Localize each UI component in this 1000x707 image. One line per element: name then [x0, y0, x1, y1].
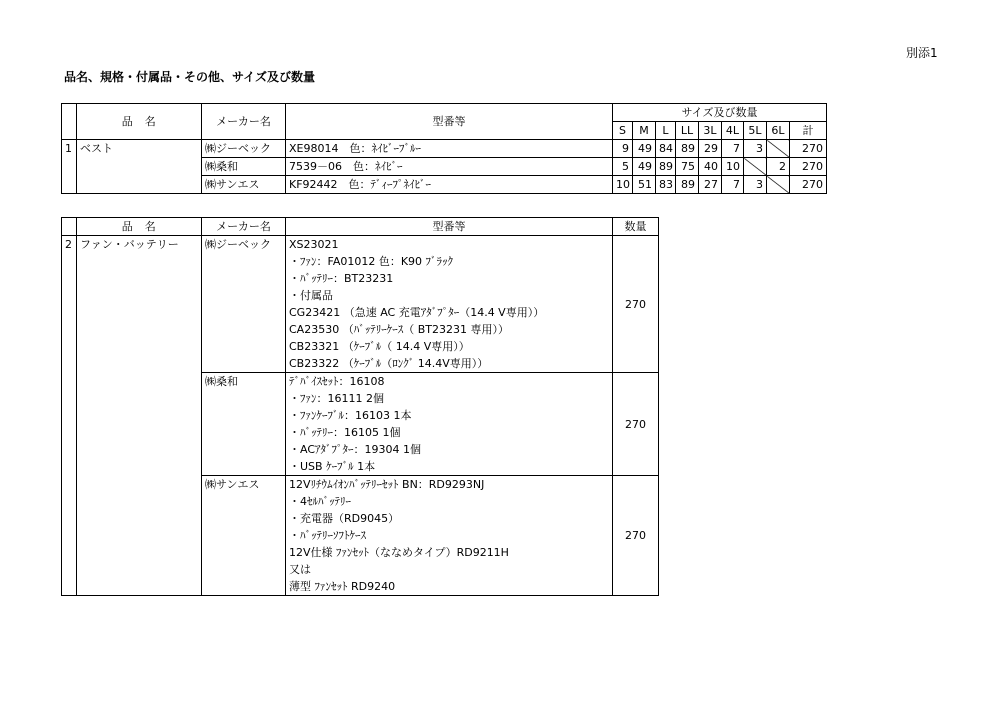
spec-line: ・付属品	[286, 287, 613, 304]
size-count: 83	[656, 176, 676, 194]
size-header: 4L	[722, 122, 744, 140]
spec-line: ・ﾊﾞｯﾃﾘｰ：BT23231	[286, 270, 613, 287]
spec-line: ・ACｱﾀﾞﾌﾟﾀｰ：19304 1個	[286, 441, 613, 458]
spec-line: ・4ｾﾙﾊﾞｯﾃﾘｰ	[286, 493, 613, 510]
item-number: 2	[62, 236, 77, 596]
maker-name: ㈱桑和	[202, 373, 286, 476]
quantity-header: 数量	[613, 218, 659, 236]
size-count: 5	[613, 158, 633, 176]
total-count: 270	[790, 140, 827, 158]
maker-name: ㈱サンエス	[202, 476, 286, 596]
size-count: 49	[633, 140, 656, 158]
size-header: L	[656, 122, 676, 140]
spec-line: ・USB ｹｰﾌﾞﾙ 1本	[286, 458, 613, 476]
size-count: 89	[676, 176, 699, 194]
total-count: 270	[790, 158, 827, 176]
size-header: LL	[676, 122, 699, 140]
size-count: 29	[699, 140, 722, 158]
model-number: XE98014 色：ﾈｲﾋﾞｰﾌﾞﾙｰ	[286, 140, 613, 158]
total-count: 270	[790, 176, 827, 194]
model-number: 7539－06 色：ﾈｲﾋﾞｰ	[286, 158, 613, 176]
spec-line: 12Vﾘﾁｳﾑｲｵﾝﾊﾞｯﾃﾘｰｾｯﾄ BN：RD9293NJ	[286, 476, 613, 494]
maker-header: メーカー名	[202, 218, 286, 236]
empty-slash-cell	[744, 158, 767, 176]
item-name: ベスト	[77, 140, 202, 194]
maker-name: ㈱桑和	[202, 158, 286, 176]
item-name-header: 品 名	[77, 104, 202, 140]
model-header: 型番等	[286, 218, 613, 236]
model-header: 型番等	[286, 104, 613, 140]
size-count: 84	[656, 140, 676, 158]
spec-line: 又は	[286, 561, 613, 578]
size-count: 89	[676, 140, 699, 158]
size-count: 27	[699, 176, 722, 194]
spec-line: ・充電器（RD9045）	[286, 510, 613, 527]
fan-battery-table	[61, 217, 659, 596]
model-number: KF92442 色：ﾃﾞｨｰﾌﾟﾈｲﾋﾞｰ	[286, 176, 613, 194]
spec-line: 12V仕様 ﾌｧﾝｾｯﾄ（ななめタイプ）RD9211H	[286, 544, 613, 561]
empty-slash-cell	[767, 176, 790, 194]
document-title: 品名、規格・付属品・その他、サイズ及び数量	[64, 70, 316, 84]
size-header: M	[633, 122, 656, 140]
quantity-value: 270	[613, 373, 659, 476]
size-header: 5L	[744, 122, 767, 140]
table1-header-row	[62, 104, 827, 122]
spec-line: ﾃﾞﾊﾞｲｽｾｯﾄ：16108	[286, 373, 613, 391]
no-header	[62, 104, 77, 140]
size-count: 9	[613, 140, 633, 158]
empty-slash-cell	[767, 140, 790, 158]
annex-label: 別添1	[906, 46, 938, 60]
size-count: 51	[633, 176, 656, 194]
table-row	[62, 236, 659, 254]
spec-line: ・ﾌｧﾝ：16111 2個	[286, 390, 613, 407]
item-number: 1	[62, 140, 77, 194]
item-name-header: 品 名	[77, 218, 202, 236]
table-row	[62, 140, 827, 158]
spec-line: CB23321 （ｹｰﾌﾞﾙ（ 14.4 V専用））	[286, 338, 613, 355]
size-count: 7	[722, 140, 744, 158]
spec-line: CG23421 （急速 AC 充電ｱﾀﾞﾌﾟﾀｰ（14.4 V専用））	[286, 304, 613, 321]
spec-line: CB23322 （ｹｰﾌﾞﾙ（ﾛﾝｸﾞ 14.4V専用））	[286, 355, 613, 373]
size-header: 6L	[767, 122, 790, 140]
size-count: 10	[722, 158, 744, 176]
size-count: 49	[633, 158, 656, 176]
maker-header: メーカー名	[202, 104, 286, 140]
maker-name: ㈱ジーベック	[202, 236, 286, 373]
spec-line: ・ﾊﾞｯﾃﾘｰ：16105 1個	[286, 424, 613, 441]
spec-line: CA23530 （ﾊﾞｯﾃﾘｰｹｰｽ（ BT23231 専用））	[286, 321, 613, 338]
item-name: ファン・バッテリー	[77, 236, 202, 596]
size-count: 3	[744, 176, 767, 194]
maker-name: ㈱サンエス	[202, 176, 286, 194]
spec-line: ・ﾊﾞｯﾃﾘｰｿﾌﾄｹｰｽ	[286, 527, 613, 544]
table2-header-row	[62, 218, 659, 236]
size-count: 75	[676, 158, 699, 176]
total-header: 計	[790, 122, 827, 140]
size-count: 40	[699, 158, 722, 176]
spec-line: XS23021	[286, 236, 613, 254]
size-count: 2	[767, 158, 790, 176]
spec-line: ・ﾌｧﾝ：FA01012 色：K90 ﾌﾞﾗｯｸ	[286, 253, 613, 270]
quantity-value: 270	[613, 476, 659, 596]
spec-line: ・ﾌｧﾝｹｰﾌﾞﾙ：16103 1本	[286, 407, 613, 424]
size-count: 10	[613, 176, 633, 194]
no-header	[62, 218, 77, 236]
vest-size-table	[61, 103, 827, 194]
quantity-value: 270	[613, 236, 659, 373]
spec-line: 薄型 ﾌｧﾝｾｯﾄ RD9240	[286, 578, 613, 596]
maker-name: ㈱ジーベック	[202, 140, 286, 158]
size-count: 89	[656, 158, 676, 176]
size-count: 7	[722, 176, 744, 194]
size-count: 3	[744, 140, 767, 158]
size-quantity-header: サイズ及び数量	[613, 104, 827, 122]
size-header: S	[613, 122, 633, 140]
size-header: 3L	[699, 122, 722, 140]
